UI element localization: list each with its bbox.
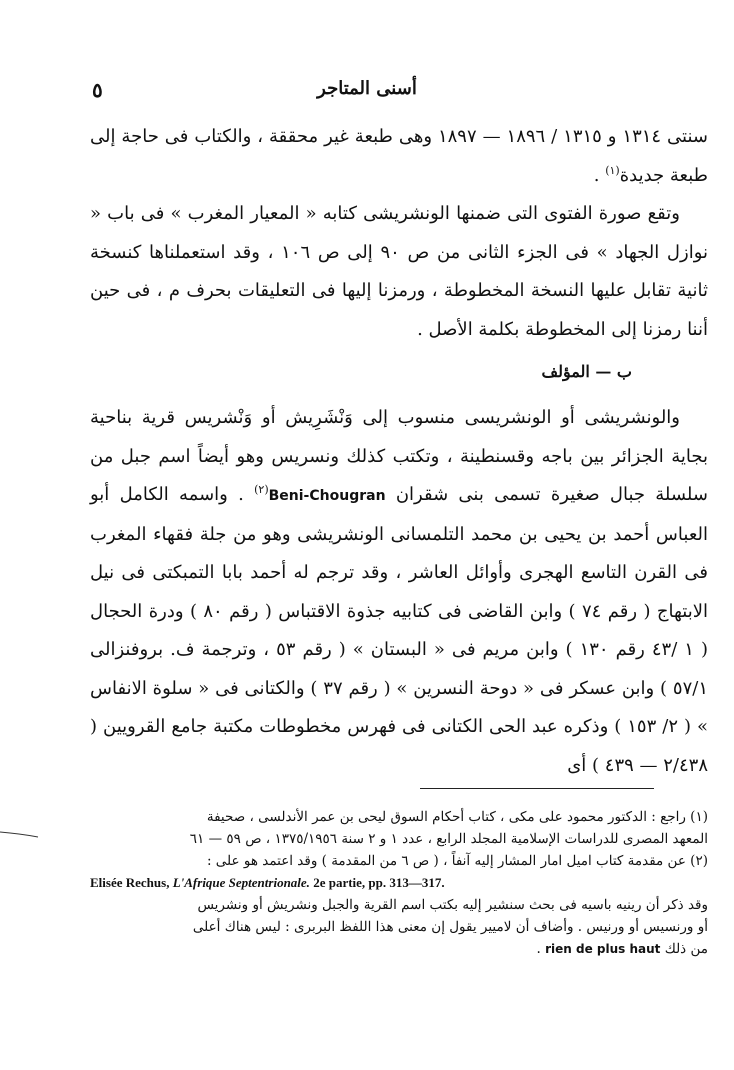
footnote-ref-2: (٢) (254, 483, 269, 496)
page-number: ٥ (92, 78, 103, 102)
footnote-2-arabic-end: من ذلك (664, 941, 708, 957)
footnote-divider (420, 788, 654, 789)
paragraph-3-part-b: . واسمه الكامل أبو العباس أحمد بن يحيى بن محمد التلمسانى الونشريشى وهو من جلة فقهاء المغرب فى القرن التاسع الهجرى وأوائل العاشر ، وقد ترجم له أحمد بابا التمبكتى فى نيل الابتهاج ( رقم ٧٤ ) وابن القاضى فى كتابيه جذوة الاقتباس ( رقم ٨٠ ) ودرة الحجال ( ١ /٤٣ رقم ١٣٠ ) وابن مريم فى « البستان » ( رقم ٥٣ ، وترجمة ف. بروفنزالى ٥٧/١ ) وابن عسكر فى « دوحة النسرين » ( رقم ٣٧ ) والكتانى فى « سلوة الانفاس » ( ٢/ ١٥٣ ) وذكره عبد الحى الكتانى فى فهرس مخطوطات مكتبة جامع القرويين ( ٢/٤٣٨ — ٤٣٩ ) أى (90, 484, 708, 776)
section-heading: ب — المؤلف (541, 362, 632, 381)
paragraph-1-line-2: حاجة إلى طبعة جديدة (90, 126, 708, 186)
footnote-ref-1: (١) (605, 163, 620, 177)
page-header (92, 78, 642, 106)
paragraph-3 (90, 399, 708, 785)
latin-author: Elisée Rechus, (90, 875, 170, 890)
scan-artifact-mark (0, 830, 40, 838)
footnote-2-line-1: (٢) عن مقدمة كتاب اميل امار المشار إليه آنفاً ، ( ص ٦ من المقدمة ) وقد اعتمد هو على : (206, 853, 708, 869)
footnote-1-line-1: (١) راجع : الدكتور محمود على مكى ، كتاب أحكام السوق ليحى بن عمر الأندلسى ، صحيفة (206, 809, 708, 825)
paragraph-1-line-1: سنتى ١٣١٤ و ١٣١٥ / ١٨٩٦ — ١٨٩٧ وهى طبعة غير محققة ، والكتاب فى (164, 126, 708, 147)
footnote-2-line-2: وقد ذكر أن رينيه باسيه فى بحث سنشير إليه بكتب اسم القرية والجبل ونشريش أو ونشريس (197, 897, 708, 913)
footnotes (90, 806, 708, 960)
paragraph-1-end: . (593, 164, 606, 186)
paragraph-1 (90, 118, 708, 195)
footnote-1-line-2: المعهد المصرى للدراسات الإسلامية المجلد الرابع ، عدد ١ و ٢ سنة ١٣٧٥/١٩٥٦ ، ص ٥٩ — ٦١ (189, 831, 708, 847)
footnote-2-latin-phrase: rien de plus haut (545, 942, 661, 956)
latin-term: Beni-Chougran (268, 488, 386, 504)
latin-title: L'Afrique Septentrionale. (172, 875, 310, 890)
footnote-2-latin-reference (90, 872, 708, 894)
footnote-2-line-3: أو ورنسيس أو ورنيس . وأضاف أن لاميير يقول إن معنى هذا اللفظ البربرى : ليس هناك أعلى (192, 919, 708, 935)
footnote-2-line-4: من ذلك rien de plus haut . (536, 941, 708, 957)
paragraph-2: وتقع صورة الفتوى التى ضمنها الونشريشى كتابه « المعيار المغرب » فى باب « نوازل الجهاد » فى الجزء الثانى من ص ٩٠ إلى ص ١٠٦ ، وقد استعملناها كنسخة ثانية تقابل عليها النسخة المخطوطة ، ورمزنا إليها فى التعليقات بحرف م ، فى حين أننا رمزنا إلى المخطوطة بكلمة الأصل . (90, 203, 708, 340)
main-text (90, 118, 708, 785)
paragraph-3-part-a: والونشريشى أو الونشريسى منسوب إلى وَنْشَرِيش أو وَنْشريس قرية بناحية بجاية الجزائر بين باجه وقسنطينة ، وتكتب كذلك ونسريس وهو أيضاً اسم جبل من سلسلة جبال صغيرة تسمى بنى شقران (90, 407, 708, 505)
latin-pages: 2e partie, pp. 313—317. (313, 875, 445, 890)
running-title: أسنى المتاجر (317, 78, 417, 99)
